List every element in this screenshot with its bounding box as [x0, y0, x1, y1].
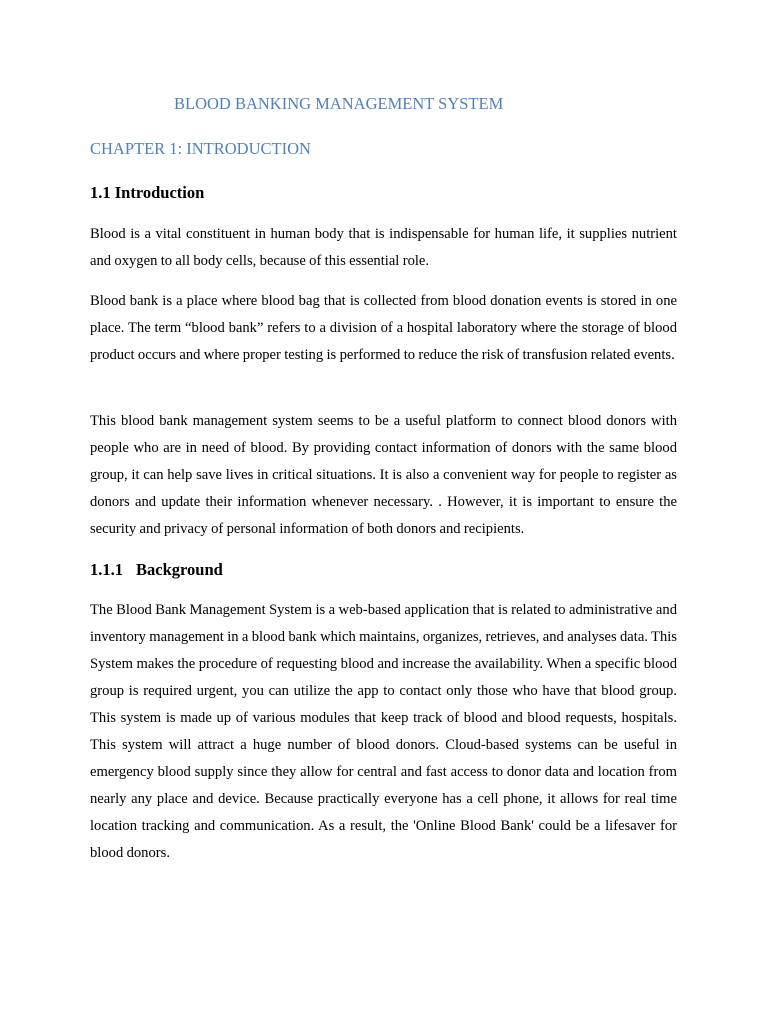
section-heading-label: Background: [136, 560, 223, 579]
intro-paragraph-3: This blood bank management system seems to be a useful platform to connect blood donors with people who are in need of blood. By providing contact information of donors with the same blood group, it can help save lives in critical situations. It is also a convenient way for people to register as donors and update their information whenever necessary. . However, it is important to ensure the security and privacy of personal information of both donors and recipients.: [90, 413, 677, 537]
intro-paragraph-2: Blood bank is a place where blood bag that is collected from blood donation events is stored in one place. The term “blood bank” refers to a division of a hospital laboratory where the storage of blood product occurs and where proper testing is performed to reduce the risk of transfusion related events.: [90, 293, 677, 363]
section-heading-introduction: 1.1 Introduction: [90, 183, 205, 202]
section-heading-background: [90, 558, 223, 582]
chapter-title: CHAPTER 1: INTRODUCTION: [90, 139, 311, 158]
background-paragraph-1: The Blood Bank Management System is a web-based application that is related to administrative and inventory management in a blood bank which maintains, organizes, retrieves, and analyses data. This System makes the procedure of requesting blood and increase the availability. When a specific blood group is required urgent, you can utilize the app to contact only those who have that blood group. This system is made up of various modules that keep track of blood and blood requests, hospitals. This system will attract a huge number of blood donors. Cloud-based systems can be useful in emergency blood supply since they allow for central and fast access to donor data and location from nearly any place and device. Because practically everyone has a cell phone, it allows for real time location tracking and communication. As a result, the 'Online Blood Bank' could be a lifesaver for blood donors.: [90, 602, 677, 861]
document-title: BLOOD BANKING MANAGEMENT SYSTEM: [174, 94, 504, 113]
section-number: 1.1.1: [90, 560, 123, 579]
intro-paragraph-1: Blood is a vital constituent in human body that is indispensable for human life, it supplies nutrient and oxygen to all body cells, because of this essential role.: [90, 226, 677, 269]
